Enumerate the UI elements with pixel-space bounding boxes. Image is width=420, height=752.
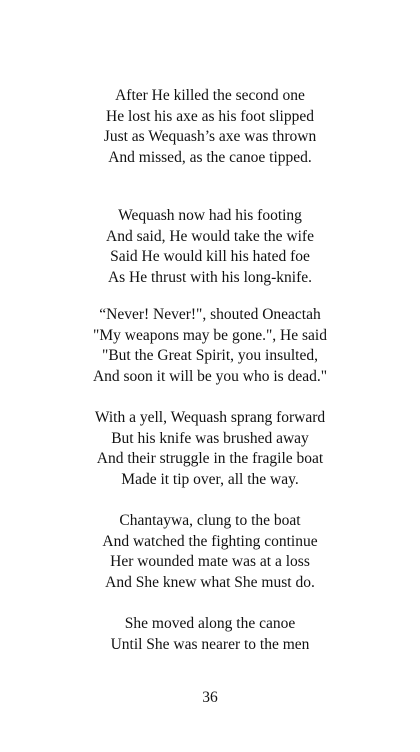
stanza (0, 408, 420, 490)
poem-line: And their struggle in the fragile boat (96, 450, 324, 468)
poem-line: But his knife was brushed away (111, 429, 309, 447)
stanza (0, 614, 420, 655)
stanza (0, 305, 420, 387)
stanza (0, 511, 420, 593)
poem-line: As He thrust with his long-knife. (107, 268, 313, 286)
page-number: 36 (202, 689, 218, 706)
poem-line: Made it tip over, all the way. (121, 470, 299, 488)
poem-line: He lost his axe as his foot slipped (106, 107, 314, 125)
poem-line: Just as Wequash’s axe was thrown (103, 128, 317, 146)
poem-line: And She knew what She must do. (105, 573, 315, 591)
poem-line: Wequash now had his footing (118, 207, 302, 224)
stanza (0, 206, 420, 288)
poem-line: "But the Great Spirit, you insulted, (102, 347, 318, 365)
poem-line: Her wounded mate was at a loss (110, 553, 310, 571)
poem-line: Until She was nearer to the men (110, 635, 310, 653)
poem-line: And said, He would take the wife (106, 227, 314, 245)
poem-line: She moved along the canoe (124, 615, 296, 632)
poem-line: And watched the fighting continue (102, 532, 318, 550)
poem-line: With a yell, Wequash sprang forward (94, 409, 326, 426)
poem-line: Chantaywa, clung to the boat (119, 512, 301, 529)
stanza (0, 86, 420, 168)
poem-line: “Never! Never!", shouted Oneactah (99, 306, 321, 323)
poem-line: "My weapons may be gone.", He said (93, 326, 327, 344)
poem-line: And missed, as the canoe tipped. (108, 148, 312, 166)
poem-line: And soon it will be you who is dead." (92, 367, 328, 385)
poem-line: Said He would kill his hated foe (110, 248, 310, 266)
poem-line: After He killed the second one (115, 87, 305, 104)
